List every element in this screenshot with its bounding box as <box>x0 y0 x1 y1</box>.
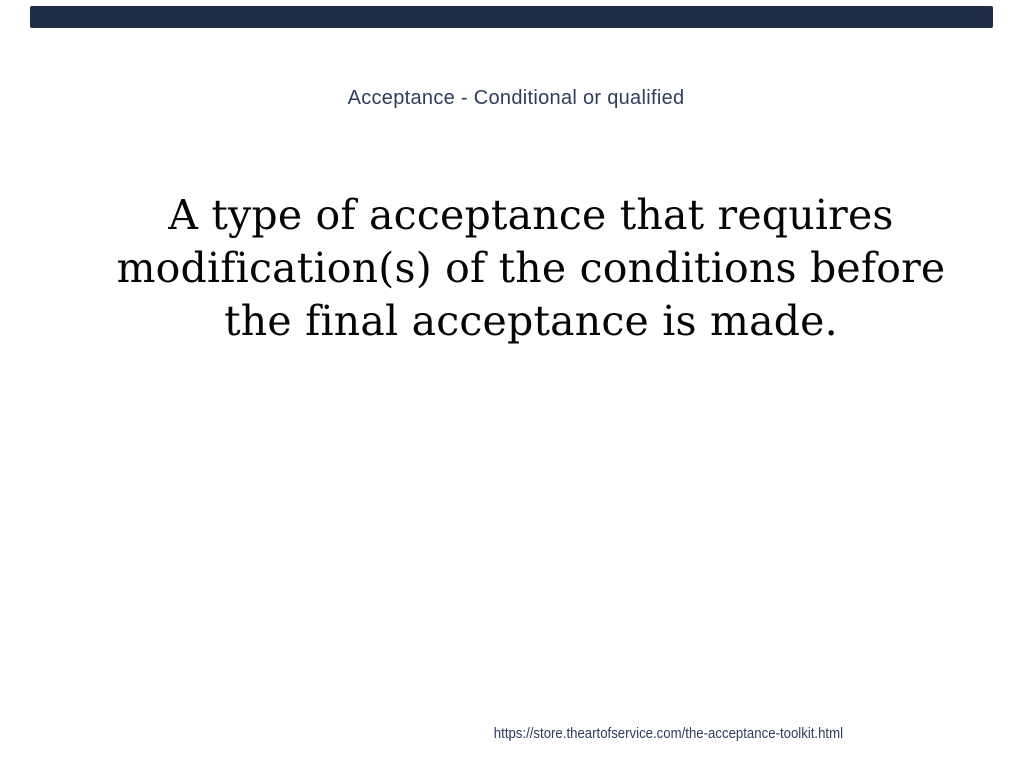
definition-line: the final acceptance is made. <box>224 297 838 345</box>
definition-line: modification(s) of the conditions before <box>116 244 946 292</box>
top-accent-bar <box>30 6 993 28</box>
slide-title: Acceptance - Conditional or qualified <box>347 87 685 109</box>
footer-source-url <box>312 725 1024 743</box>
definition-line: A type of acceptance that requires <box>168 191 894 239</box>
footer-source-url-text: https://store.theartofservice.com/the-acceptance-toolkit.html <box>493 725 843 742</box>
definition-text-block <box>38 189 1024 348</box>
